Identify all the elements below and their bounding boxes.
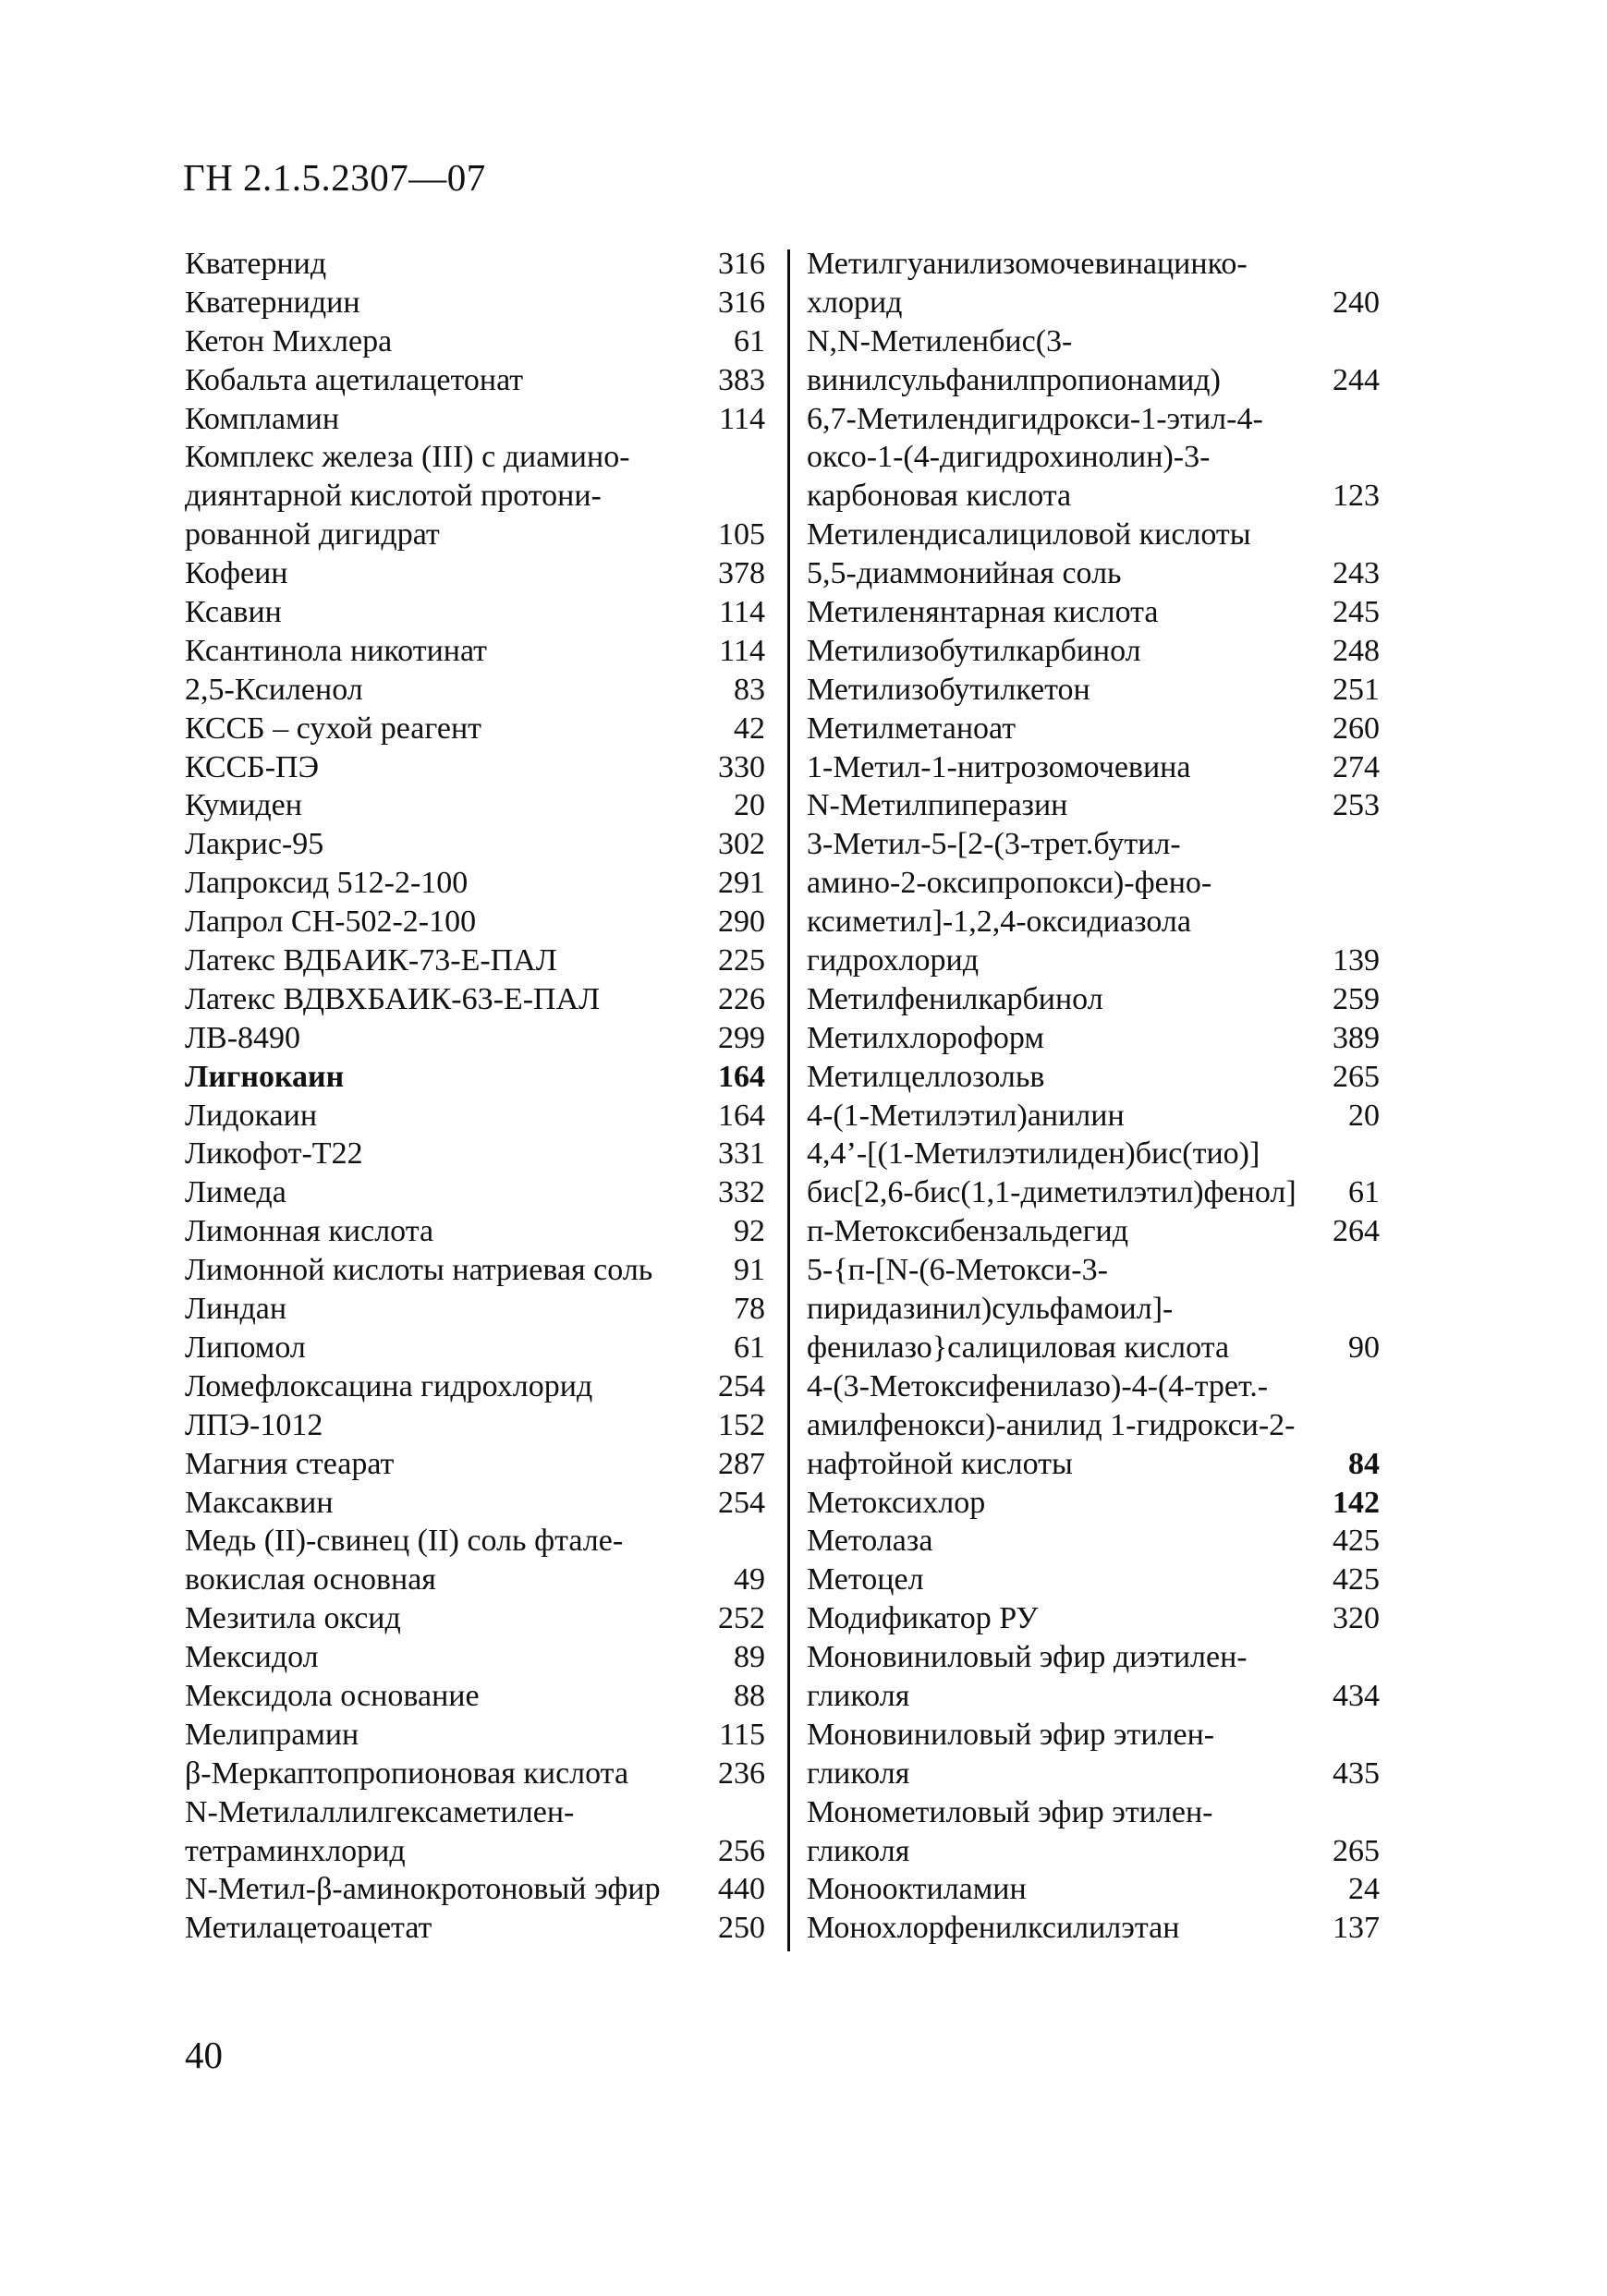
entry-name: Метилфенилкарбинол [807, 981, 1103, 1016]
entry-name: КССБ-ПЭ [185, 749, 320, 784]
index-entry [185, 1173, 765, 1212]
entry-name: Магния стеарат [185, 1446, 395, 1481]
entry-name: ЛВ-8490 [185, 1020, 301, 1055]
index-entry [185, 438, 765, 477]
entry-page-number: 302 [718, 827, 765, 862]
entry-name: Ксантинола никотинат [185, 633, 488, 668]
entry-page-number: 83 [734, 672, 765, 707]
entry-page-number: 115 [719, 1717, 765, 1752]
entry-name: амино-2-оксипропокси)-фено- [807, 866, 1212, 901]
index-entry [185, 1367, 765, 1406]
entry-name: 5,5-диаммонийная соль [807, 556, 1122, 591]
index-entry [807, 1367, 1380, 1406]
entry-name: п-Метоксибензальдегид [807, 1214, 1129, 1249]
entry-name: 3-Метил-5-[2-(3-трет.бутил- [807, 827, 1181, 862]
entry-name: Метилацетоацетат [185, 1911, 432, 1946]
entry-name: вокислая основная [185, 1562, 436, 1597]
entry-page-number: 320 [1333, 1601, 1380, 1636]
entry-name: нафтойной кислоты [807, 1446, 1073, 1481]
entry-name: гидрохлорид [807, 943, 980, 978]
entry-name: Линдан [185, 1292, 287, 1327]
entry-page-number: 78 [734, 1292, 765, 1327]
index-entry [185, 1251, 765, 1290]
document-header: ГН 2.1.5.2307—07 [183, 156, 486, 199]
entry-page-number: 250 [718, 1911, 765, 1946]
index-entry [807, 1599, 1380, 1638]
entry-name: Ломефлоксацина гидрохлорид [185, 1368, 593, 1403]
entry-page-number: 225 [718, 943, 765, 978]
column-divider [787, 249, 790, 1951]
index-entry [807, 284, 1380, 322]
entry-page-number: 260 [1333, 711, 1380, 746]
index-entry [807, 322, 1380, 361]
entry-page-number: 91 [734, 1253, 765, 1288]
entry-name: оксо-1-(4-дигидрохинолин)-3- [807, 440, 1211, 475]
index-entry [185, 1832, 765, 1871]
entry-name: Лидокаин [185, 1098, 318, 1133]
entry-name: Мексидола основание [185, 1678, 480, 1713]
entry-name: N,N-Метиленбис(3- [807, 323, 1073, 358]
entry-page-number: 253 [1333, 788, 1380, 823]
entry-name: Метоксихлор [807, 1485, 986, 1520]
entry-name: Метилхлороформ [807, 1020, 1044, 1055]
entry-page-number: 49 [734, 1562, 765, 1597]
entry-name: N-Метил-β-аминокротоновый эфир [185, 1872, 661, 1907]
entry-page-number: 252 [718, 1601, 765, 1636]
index-entry [807, 1677, 1380, 1716]
index-entry [807, 1173, 1380, 1212]
index-entry [807, 980, 1380, 1019]
index-entry [185, 941, 765, 980]
entry-page-number: 114 [719, 401, 765, 436]
entry-page-number: 332 [718, 1175, 765, 1210]
entry-page-number: 425 [1333, 1562, 1380, 1597]
entry-page-number: 299 [718, 1020, 765, 1055]
entry-page-number: 254 [718, 1368, 765, 1403]
entry-name: Мезитила оксид [185, 1601, 401, 1636]
entry-page-number: 42 [734, 711, 765, 746]
entry-name: Лимонной кислоты натриевая соль [185, 1253, 653, 1288]
entry-page-number: 139 [1333, 943, 1380, 978]
entry-name: Комплекс железа (III) с диамино- [185, 440, 630, 475]
index-entry [185, 786, 765, 825]
index-entry [807, 1212, 1380, 1251]
entry-page-number: 330 [718, 749, 765, 784]
entry-page-number: 316 [718, 247, 765, 281]
entry-name: гликоля [807, 1678, 910, 1713]
entry-name: Латекс ВДБАИК-73-Е-ПАЛ [185, 943, 557, 978]
entry-page-number: 265 [1333, 1059, 1380, 1094]
entry-name: Лигнокаин [185, 1059, 345, 1094]
entry-name: 1-Метил-1-нитрозомочевина [807, 749, 1191, 784]
entry-name: Липомол [185, 1330, 306, 1365]
index-entry [185, 245, 765, 284]
entry-page-number: 245 [1333, 595, 1380, 630]
entry-page-number: 240 [1333, 285, 1380, 320]
index-entry [807, 786, 1380, 825]
entry-name: Лапроксид 512-2-100 [185, 866, 469, 901]
index-entry [807, 1329, 1380, 1367]
index-entry [185, 1638, 765, 1677]
index-entry [185, 1909, 765, 1948]
entry-name: Моновиниловый эфир диэтилен- [807, 1640, 1248, 1675]
page-number: 40 [185, 2034, 223, 2076]
index-entry [807, 477, 1380, 516]
entry-name: β-Меркаптопропионовая кислота [185, 1755, 629, 1791]
index-entry [185, 748, 765, 787]
index-entry [807, 710, 1380, 748]
entry-name: Медь (II)-свинец (II) соль фтале- [185, 1524, 624, 1559]
entry-page-number: 152 [718, 1407, 765, 1442]
index-entry [807, 1561, 1380, 1599]
index-entry [185, 864, 765, 903]
entry-name: 4,4’-[(1-Метилэтилиден)бис(тио)] [807, 1136, 1260, 1172]
index-entry [807, 1832, 1380, 1871]
entry-page-number: 84 [1348, 1446, 1380, 1481]
index-entry [185, 1097, 765, 1136]
entry-name: Монооктиламин [807, 1872, 1027, 1907]
index-entry [807, 1445, 1380, 1484]
entry-page-number: 244 [1333, 362, 1380, 397]
entry-page-number: 287 [718, 1446, 765, 1481]
entry-name: Лимеда [185, 1175, 286, 1210]
entry-name: Мексидол [185, 1640, 319, 1675]
entry-page-number: 88 [734, 1678, 765, 1713]
entry-page-number: 331 [718, 1136, 765, 1172]
index-entry [185, 1212, 765, 1251]
index-entry [185, 1599, 765, 1638]
index-entry [185, 1290, 765, 1329]
index-entry [807, 1251, 1380, 1290]
entry-name: Кофеин [185, 556, 288, 591]
entry-page-number: 316 [718, 285, 765, 320]
entry-page-number: 20 [734, 788, 765, 823]
entry-page-number: 264 [1333, 1214, 1380, 1249]
entry-name: 5-{п-[N-(6-Метокси-3- [807, 1253, 1108, 1288]
entry-page-number: 24 [1348, 1872, 1380, 1907]
index-entry [807, 1097, 1380, 1136]
entry-page-number: 265 [1333, 1833, 1380, 1868]
index-entry [807, 941, 1380, 980]
entry-name: Ксавин [185, 595, 282, 630]
entry-page-number: 114 [719, 595, 765, 630]
entry-page-number: 142 [1333, 1485, 1380, 1520]
index-entry [807, 1755, 1380, 1793]
index-entry [807, 593, 1380, 632]
index-entry [185, 554, 765, 593]
entry-name: 4-(1-Метилэтил)анилин [807, 1098, 1125, 1133]
index-entry [185, 361, 765, 400]
entry-name: Кватернидин [185, 285, 360, 320]
entry-page-number: 434 [1333, 1678, 1380, 1713]
index-entry [807, 1484, 1380, 1523]
entry-name: диянтарной кислотой протони- [185, 479, 602, 514]
index-entry [185, 1870, 765, 1909]
index-column-left [185, 245, 765, 1948]
entry-name: 6,7-Метилендигидрокси-1-этил-4- [807, 401, 1263, 436]
entry-name: 2,5-Ксиленол [185, 672, 363, 707]
entry-page-number: 383 [718, 362, 765, 397]
index-entry [185, 284, 765, 322]
entry-name: N-Метилаллилгексаметилен- [185, 1794, 575, 1829]
entry-name: фенилазо}салициловая кислота [807, 1330, 1230, 1365]
index-entry [807, 1019, 1380, 1058]
entry-page-number: 290 [718, 905, 765, 940]
entry-page-number: 256 [718, 1833, 765, 1868]
entry-page-number: 248 [1333, 633, 1380, 668]
index-entry [185, 1135, 765, 1173]
entry-page-number: 425 [1333, 1524, 1380, 1559]
entry-name: рованной дигидрат [185, 517, 440, 553]
entry-name: КССБ – сухой реагент [185, 711, 481, 746]
entry-name: ксиметил]-1,2,4-оксидиазола [807, 905, 1191, 940]
entry-page-number: 105 [718, 517, 765, 553]
entry-page-number: 61 [734, 1330, 765, 1365]
entry-name: бис[2,6-бис(1,1-диметилэтил)фенол] [807, 1175, 1297, 1210]
index-entry [807, 632, 1380, 671]
index-entry [807, 1290, 1380, 1329]
entry-name: Лапрол СН-502-2-100 [185, 905, 477, 940]
index-entry [185, 825, 765, 864]
index-entry [807, 554, 1380, 593]
entry-name: Кватернид [185, 247, 327, 281]
entry-page-number: 164 [718, 1098, 765, 1133]
entry-page-number: 89 [734, 1640, 765, 1675]
entry-name: Кумиден [185, 788, 302, 823]
entry-page-number: 226 [718, 981, 765, 1016]
entry-name: Метолаза [807, 1524, 933, 1559]
entry-page-number: 440 [718, 1872, 765, 1907]
entry-name: Метиленянтарная кислота [807, 595, 1159, 630]
entry-page-number: 291 [718, 866, 765, 901]
index-entry [185, 477, 765, 516]
entry-page-number: 164 [718, 1059, 765, 1094]
entry-name: Метилизобутилкетон [807, 672, 1090, 707]
index-entry [185, 632, 765, 671]
entry-name: Компламин [185, 401, 340, 436]
index-entry [185, 1793, 765, 1832]
entry-page-number: 243 [1333, 556, 1380, 591]
index-entry [807, 748, 1380, 787]
index-entry [807, 671, 1380, 710]
index-entry [807, 1716, 1380, 1755]
index-entry [185, 1484, 765, 1523]
index-entry [807, 903, 1380, 941]
index-entry [185, 1406, 765, 1445]
entry-name: Метилгуанилизомочевинацинко- [807, 247, 1248, 281]
entry-name: Ликофот-Т22 [185, 1136, 363, 1172]
entry-name: Метилцеллозольв [807, 1059, 1045, 1094]
index-entry [185, 516, 765, 554]
entry-page-number: 251 [1333, 672, 1380, 707]
index-entry [185, 1058, 765, 1097]
entry-name: гликоля [807, 1755, 910, 1791]
index-entry [185, 1522, 765, 1561]
index-entry [807, 825, 1380, 864]
index-entry [185, 903, 765, 941]
entry-page-number: 61 [1348, 1175, 1380, 1210]
index-entry [807, 1058, 1380, 1097]
index-entry [185, 671, 765, 710]
entry-page-number: 435 [1333, 1755, 1380, 1791]
index-entry [807, 1406, 1380, 1445]
entry-page-number: 236 [718, 1755, 765, 1791]
entry-name: Метоцел [807, 1562, 924, 1597]
index-entry [185, 710, 765, 748]
entry-name: Моновиниловый эфир этилен- [807, 1717, 1215, 1752]
index-entry [185, 322, 765, 361]
entry-name: тетраминхлорид [185, 1833, 406, 1868]
index-entry [185, 593, 765, 632]
entry-name: Лакрис-95 [185, 827, 324, 862]
index-entry [185, 1677, 765, 1716]
index-entry [807, 1638, 1380, 1677]
index-entry [807, 864, 1380, 903]
index-entry [185, 1755, 765, 1793]
index-entry [807, 1135, 1380, 1173]
entry-page-number: 92 [734, 1214, 765, 1249]
index-entry [807, 245, 1380, 284]
entry-name: винилсульфанилпропионамид) [807, 362, 1221, 397]
entry-page-number: 259 [1333, 981, 1380, 1016]
index-entry [185, 980, 765, 1019]
entry-page-number: 61 [734, 323, 765, 358]
index-entry [807, 1909, 1380, 1948]
entry-name: Монометиловый эфир этилен- [807, 1794, 1213, 1829]
index-entry [185, 1561, 765, 1599]
entry-name: Модификатор РУ [807, 1601, 1039, 1636]
entry-page-number: 254 [718, 1485, 765, 1520]
entry-name: гликоля [807, 1833, 910, 1868]
entry-name: ЛПЭ-1012 [185, 1407, 323, 1442]
entry-page-number: 114 [719, 633, 765, 668]
entry-name: амилфенокси)-анилид 1-гидрокси-2- [807, 1407, 1296, 1442]
index-entry [807, 361, 1380, 400]
index-column-right [807, 245, 1380, 1948]
entry-page-number: 378 [718, 556, 765, 591]
entry-name: 4-(3-Метоксифенилазо)-4-(4-трет.- [807, 1368, 1269, 1403]
entry-page-number: 274 [1333, 749, 1380, 784]
index-entry [807, 438, 1380, 477]
entry-name: Метилендисалициловой кислоты [807, 517, 1251, 553]
entry-name: Метилметаноат [807, 711, 1017, 746]
index-entry [185, 1019, 765, 1058]
entry-page-number: 123 [1333, 479, 1380, 514]
entry-name: Максаквин [185, 1485, 334, 1520]
index-entry [185, 400, 765, 439]
entry-page-number: 20 [1348, 1098, 1380, 1133]
entry-page-number: 90 [1348, 1330, 1380, 1365]
entry-name: N-Метилпиперазин [807, 788, 1068, 823]
index-entry [807, 516, 1380, 554]
entry-name: Кетон Михлера [185, 323, 393, 358]
entry-name: хлорид [807, 285, 903, 320]
entry-name: Кобальта ацетилацетонат [185, 362, 524, 397]
entry-name: Латекс ВДВХБАИК-63-Е-ПАЛ [185, 981, 601, 1016]
index-entry [807, 1870, 1380, 1909]
entry-name: Монохлорфенилксилилэтан [807, 1911, 1180, 1946]
entry-name: Метилизобутилкарбинол [807, 633, 1141, 668]
index-entry [185, 1716, 765, 1755]
entry-name: карбоновая кислота [807, 479, 1072, 514]
index-entry [185, 1445, 765, 1484]
entry-name: Мелипрамин [185, 1717, 359, 1752]
index-entry [185, 1329, 765, 1367]
index-entry [807, 1522, 1380, 1561]
entry-page-number: 137 [1333, 1911, 1380, 1946]
entry-page-number: 389 [1333, 1020, 1380, 1055]
index-entry [807, 400, 1380, 439]
index-entry [807, 1793, 1380, 1832]
entry-name: Лимонная кислота [185, 1214, 434, 1249]
entry-name: пиридазинил)сульфамоил]- [807, 1292, 1174, 1327]
